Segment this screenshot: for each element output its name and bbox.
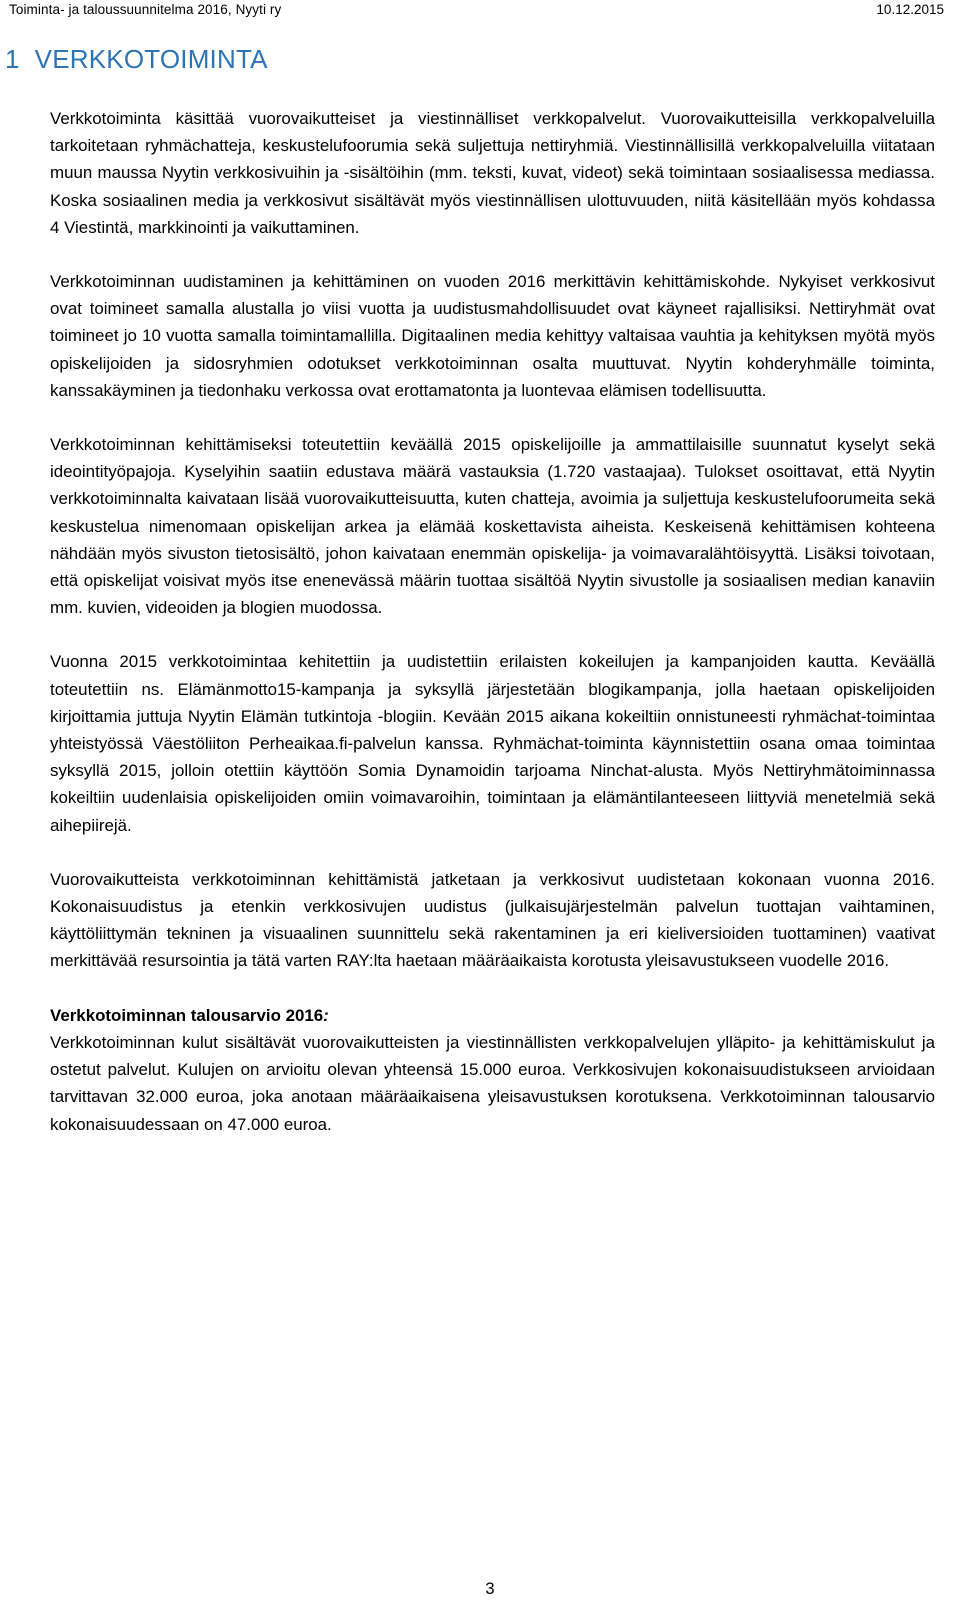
page-number: 3 xyxy=(485,1580,495,1598)
page-header xyxy=(0,0,960,22)
budget-heading-text: Verkkotoiminnan talousarvio 2016 xyxy=(50,1005,324,1025)
paragraph-surveys: Verkkotoiminnan kehittämiseksi toteutettiin keväällä 2015 opiskelijoille ja ammattilaisille suunnatut kyselyt sekä ideointityöpajoja. Kyselyihin saatiin edustava määrä vastauksia (1.720 vastaajaa). Tulokset osoittavat, että Nyytin verkkotoiminnalta kaivataan lisää vuorovaikutteisuutta, kuten chatteja, avoimia ja suljettuja keskustelufoorumeita sekä keskustelua nimenomaan opiskelijan arkea ja elämää koskettavista aiheista. Keskeisenä kehittämisen kohteena nähdään myös sivuston tietosisältö, johon kaivataan enemmän opiskelija- ja voimavaralähtöisyyttä. Lisäksi toivotaan, että opiskelijat voisivat myös itse enenevässä määrin tuottaa sisältöä Nyytin sivustolle ja sosiaalisen median kanaviin mm. kuvien, videoiden ja blogien muodossa. xyxy=(50,435,935,618)
header-date: 10.12.2015 xyxy=(876,2,944,17)
paragraph-budget: Verkkotoiminnan kulut sisältävät vuorovaikutteisten ja viestinnällisten verkkopalvelujen ylläpito- ja kehittämiskulut ja ostetut palvelut. Kulujen on arvioitu olevan yhteensä 15.000 euroa. Verkkosivujen kokonaisuudistukseen arvioidaan tarvittavan 32.000 euroa, joka anotaan määräaikaisena yleisavustuksen korotuksena. Verkkotoiminnan talousarvio kokonaisuudessaan on 47.000 euroa. xyxy=(50,1032,935,1134)
section-heading xyxy=(5,44,268,75)
paragraph-experiments: Vuonna 2015 verkkotoimintaa kehitettiin ja uudistettiin erilaisten kokeilujen ja kampanjoiden kautta. Keväällä toteutettiin ns. Elämänmotto15-kampanja ja syksyllä järjestetään blogikampanja, jolla haetaan opiskelijoiden kirjoittamia juttuja Nyytin Elämän tutkintoja -blogiin. Kevään 2015 aikana kokeiltiin onnistuneesti ryhmächat-toimintaa yhteistyössä Väestöliiton Perheaikaa.fi-palvelun kanssa. Ryhmächat-toiminta käynnistettiin osana omaa toimintaa syksyllä 2015, jolloin otettiin käyttöön Somia Dynamoidin tarjoama Ninchat-alusta. Myös Nettiryhmätoiminnassa kokeiltiin uudenlaisia opiskelijoiden omiin voimavaroihin, toimintaan ja elämäntilanteeseen liittyviä menetelmiä sekä aihepiirejä. xyxy=(50,652,935,835)
paragraph-development: Verkkotoiminnan uudistaminen ja kehittäminen on vuoden 2016 merkittävin kehittämiskohde. Nykyiset verkkosivut ovat toimineet samalla alustalla jo viisi vuotta ja uudistusmahdollisuudet ovat käyneet rajallisiksi. Nettiryhmät ovat toimineet jo 10 vuotta samalla toimintamallilla. Digitaalinen media kehittyy valtaisaa vauhtia ja kehityksen myötä myös opiskelijoiden ja sidosryhmien odotukset verkkotoiminnan osalta muuttuvat. Nyytin kohderyhmälle toiminta, kanssakäyminen ja tiedonhaku verkossa ovat erottamatonta ja luontevaa elämisen todellisuutta. xyxy=(50,272,935,400)
section-title-text: VERKKOTOIMINTA xyxy=(34,44,268,74)
paragraph-renewal: Vuorovaikutteista verkkotoiminnan kehittämistä jatketaan ja verkkosivut uudistetaan kokonaan vuonna 2016. Kokonaisuudistus ja etenkin verkkosivujen uudistus (julkaisujärjestelmän palvelun tuottajan vaihtaminen, käyttöliittymän tekninen ja visuaalinen suunnittelu sekä rakentaminen ja eri kieliversioiden tuottaminen) vaativat merkittävää resursointia ja tätä varten RAY:lta haetaan määräaikaista korotusta yleisavustukseen vuodelle 2016. xyxy=(50,869,935,971)
section-number: 1 xyxy=(5,44,20,74)
paragraph-intro: Verkkotoiminta käsittää vuorovaikutteiset ja viestinnälliset verkkopalvelut. Vuorovaikutteisilla verkkopalveluilla tarkoitetaan ryhmächatteja, keskustelufoorumia sekä suljettuja nettiryhmiä. Viestinnällisillä verkkopalveluilla viitataan muun maussa Nyytin verkkosivuihin ja -sisältöihin (mm. teksti, kuvat, videot) sekä toimintaan sosiaalisessa mediassa. Koska sosiaalinen media ja verkkosivut sisältävät myös viestinnällisen ulottuvuuden, niitä käsitellään myös kohdassa 4 Viestintä, markkinointi ja vaikuttaminen. xyxy=(50,109,935,237)
budget-heading xyxy=(50,1002,935,1029)
budget-heading-colon: : xyxy=(323,1005,329,1025)
header-document-title: Toiminta- ja taloussuunnitelma 2016, Nyyti ry xyxy=(9,2,282,17)
document-body xyxy=(50,105,935,1138)
